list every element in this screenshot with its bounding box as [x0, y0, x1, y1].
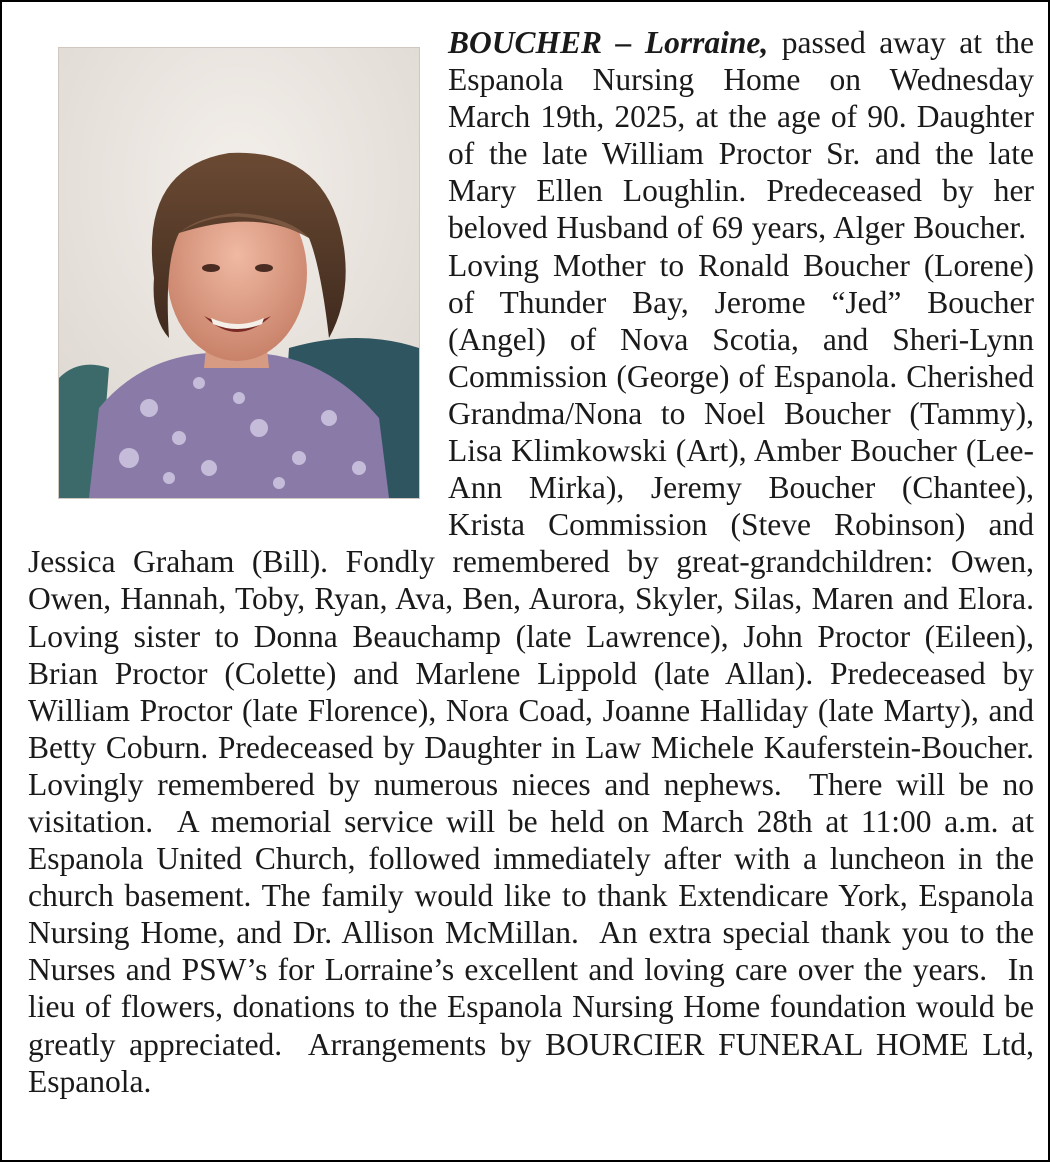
portrait-illustration	[59, 48, 419, 498]
deceased-name: BOUCHER – Lorraine,	[448, 25, 769, 60]
obituary-body: passed away at the Espanola Nursing Home on Wednesday March 19th, 2025, at the age of 90. Daughter of the late William Proctor Sr. and the late Mary Ellen Loughlin. Predeceased by her beloved Husband of 69 years, Alger Boucher. Loving Mother to Ronald Boucher (Lorene) of Thunder Bay, Jerome “Jed” Boucher (Angel) of Nova Scotia, and Sheri-Lynn Commission (George) of Espanola. Cherished Grandma/Nona to Noel Boucher (Tammy), Lisa Klimkowski (Art), Amber Boucher (Lee-Ann Mirka), Jeremy Boucher (Chantee), Krista Commission (Steve Robinson) and Jessica Graham (Bill). Fondly remembered by great-grandchildren: Owen, Owen, Hannah, Toby, Ryan, Ava, Ben, Aurora, Skyler, Silas, Maren and Elora. Loving sister to Donna Beauchamp (late Lawrence), John Proctor (Eileen), Brian Proctor (Colette) and Marlene Lippold (late Allan). Predeceased by William Proctor (late Florence), Nora Coad, Joanne Halliday (late Marty), and Betty Coburn. Predeceased by Daughter in Law Michele Kauferstein-Boucher. Lovingly remembered by numerous nieces and nephews. There will be no visitation. A memorial service will be held on March 28th at 11:00 a.m. at Espanola United Church, followed immediately after with a luncheon in the church basement. The family would like to thank Extendicare York, Espanola Nursing Home, and Dr. Allison McMillan. An extra special thank you to the Nurses and PSW’s for Lorraine’s excellent and loving care over the years. In lieu of flowers, donations to the Espanola Nursing Home foundation would be greatly appreciated. Arrangements by BOURCIER FUNERAL HOME Ltd, Espanola.	[28, 25, 1034, 1099]
portrait-photo	[58, 47, 420, 499]
obituary-text	[28, 24, 1034, 1160]
